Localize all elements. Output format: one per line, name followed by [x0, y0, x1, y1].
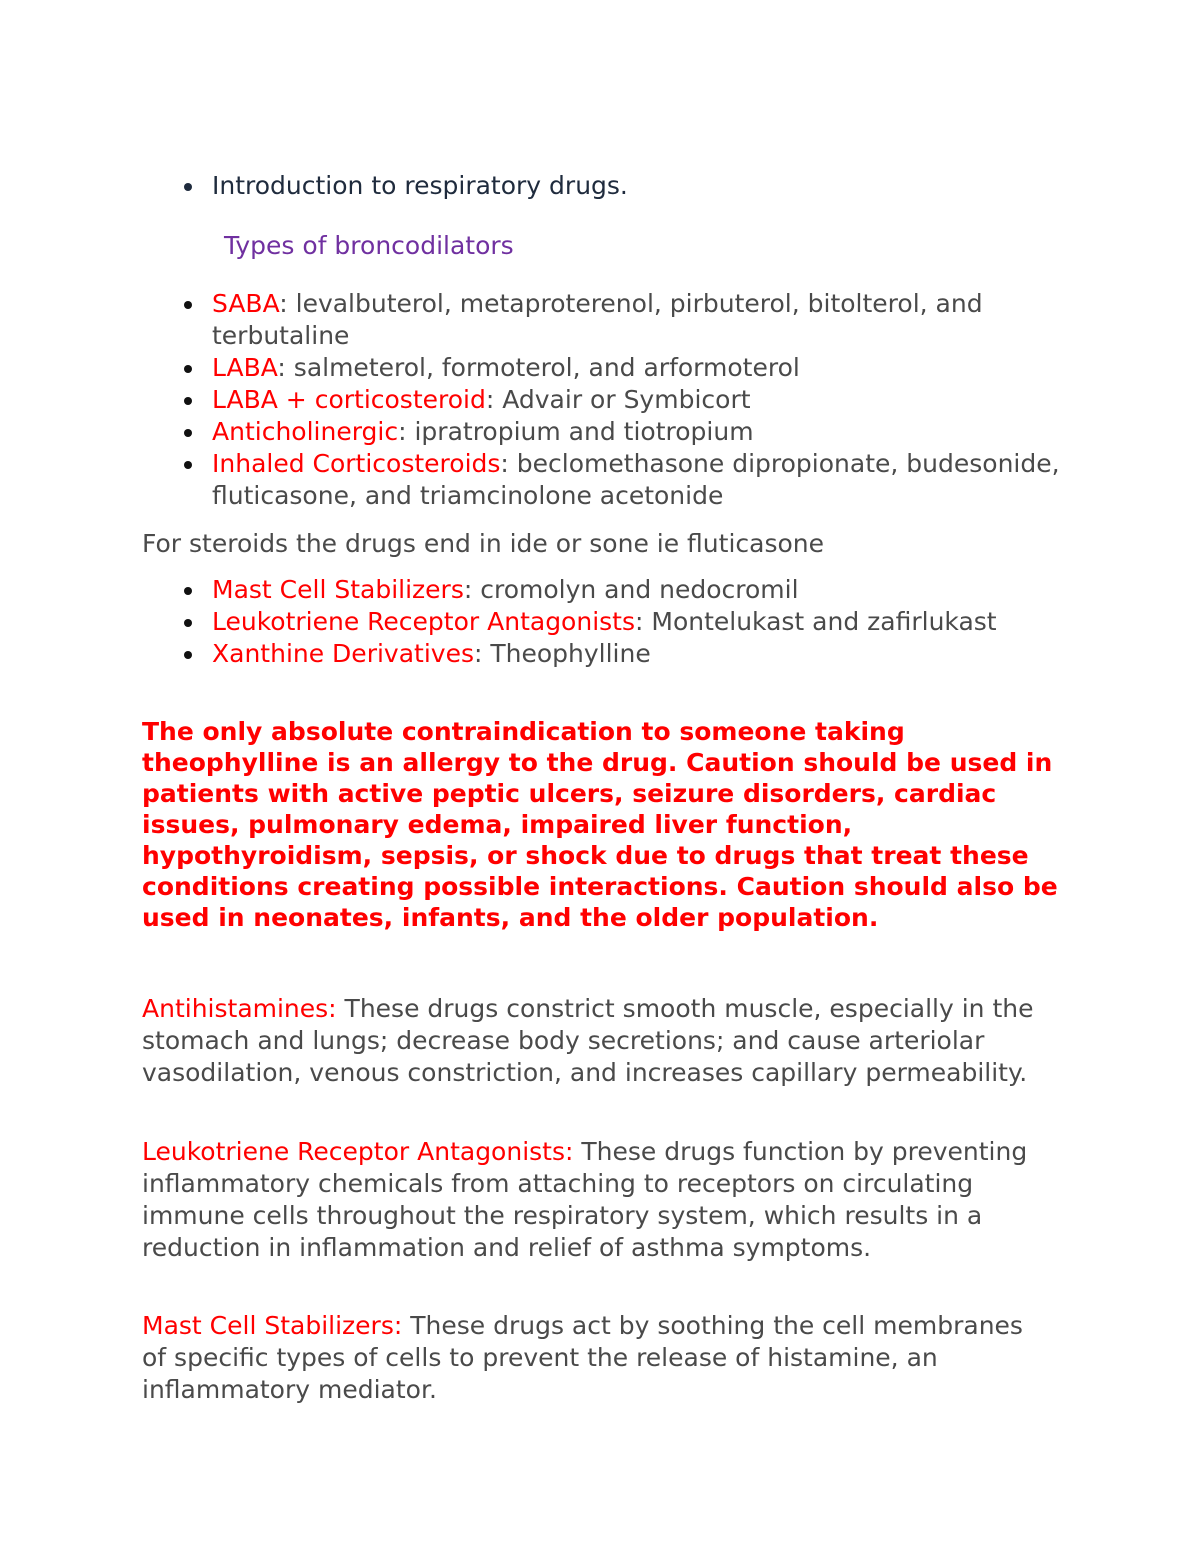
drug-class-term: LABA: [212, 353, 278, 382]
intro-list: [212, 170, 628, 201]
bullet-icon: [184, 461, 192, 469]
drug-class-desc: : ipratropium and tiotropium: [398, 417, 754, 446]
drug-class-term: Xanthine Derivatives: [212, 639, 474, 668]
other-drugs-list: [212, 574, 1072, 670]
drug-class-term: Leukotriene Receptor Antagonists: [212, 607, 635, 636]
drug-class-desc: : levalbuterol, metaproterenol, pirbuterol, bitolterol, and terbutaline: [212, 289, 983, 350]
definition-mast-cell: [142, 1310, 1052, 1406]
list-item: [212, 448, 1072, 512]
list-item: [212, 574, 1072, 606]
definition-text: These drugs act by soothing the cell membranes of specific types of cells to prevent the release of histamine, an inflammatory mediator.: [142, 1311, 1023, 1404]
list-item: [212, 288, 1072, 352]
bullet-icon: [184, 619, 192, 627]
list-item: [212, 352, 1072, 384]
drug-class-term: LABA + corticosteroid: [212, 385, 486, 414]
drug-class-term: SABA: [212, 289, 280, 318]
drug-class-desc: : beclomethasone dipropionate, budesonide, fluticasone, and triamcinolone acetonide: [212, 449, 1060, 510]
bullet-icon: [184, 301, 192, 309]
steroid-note: For steroids the drugs end in ide or sone ie fluticasone: [142, 529, 824, 558]
definition-term: Antihistamines:: [142, 994, 337, 1023]
bullet-icon: [184, 429, 192, 437]
bullet-icon: [184, 183, 192, 191]
definition-term: Leukotriene Receptor Antagonists:: [142, 1137, 574, 1166]
definition-leukotriene: [142, 1136, 1052, 1264]
intro-item: [212, 170, 628, 201]
drug-class-desc: : Montelukast and zafirlukast: [635, 607, 997, 636]
definition-term: Mast Cell Stabilizers:: [142, 1311, 403, 1340]
list-item: [212, 638, 1072, 670]
definition-text: These drugs constrict smooth muscle, especially in the stomach and lungs; decrease body secretions; and cause arteriolar vasodilation, venous constriction, and increases capillary permeability.: [142, 994, 1034, 1087]
definition-text: These drugs function by preventing inflammatory chemicals from attaching to receptors on circulating immune cells throughout the respiratory system, which results in a reduction in inflammation and relief of asthma symptoms.: [142, 1137, 1028, 1262]
intro-text: Introduction to respiratory drugs.: [212, 171, 628, 200]
bullet-icon: [184, 651, 192, 659]
bronchodilator-list: [212, 288, 1072, 512]
bullet-icon: [184, 365, 192, 373]
list-item: [212, 606, 1072, 638]
drug-class-desc: : Advair or Symbicort: [485, 385, 751, 414]
list-item: [212, 384, 1072, 416]
drug-class-desc: : salmeterol, formoterol, and arformoterol: [277, 353, 800, 382]
theophylline-warning: The only absolute contraindication to someone taking theophylline is an allergy to the drug. Caution should be used in patients with active peptic ulcers, seizure disorders, cardiac issues, pulmonary edema, impaired liver function, hypothyroidism, sepsis, or shock due to drugs that treat these conditions creating possible interactions. Caution should also be used in neonates, infants, and the older population.: [142, 717, 1058, 932]
drug-class-desc: : cromolyn and nedocromil: [463, 575, 799, 604]
definition-antihistamines: [142, 993, 1052, 1089]
bullet-icon: [184, 587, 192, 595]
bullet-icon: [184, 397, 192, 405]
bronchodilators-heading: Types of broncodilators: [224, 231, 514, 260]
drug-class-term: Inhaled Corticosteroids: [212, 449, 501, 478]
drug-class-desc: : Theophylline: [473, 639, 651, 668]
drug-class-term: Mast Cell Stabilizers: [212, 575, 464, 604]
drug-class-term: Anticholinergic: [212, 417, 399, 446]
list-item: [212, 416, 1072, 448]
